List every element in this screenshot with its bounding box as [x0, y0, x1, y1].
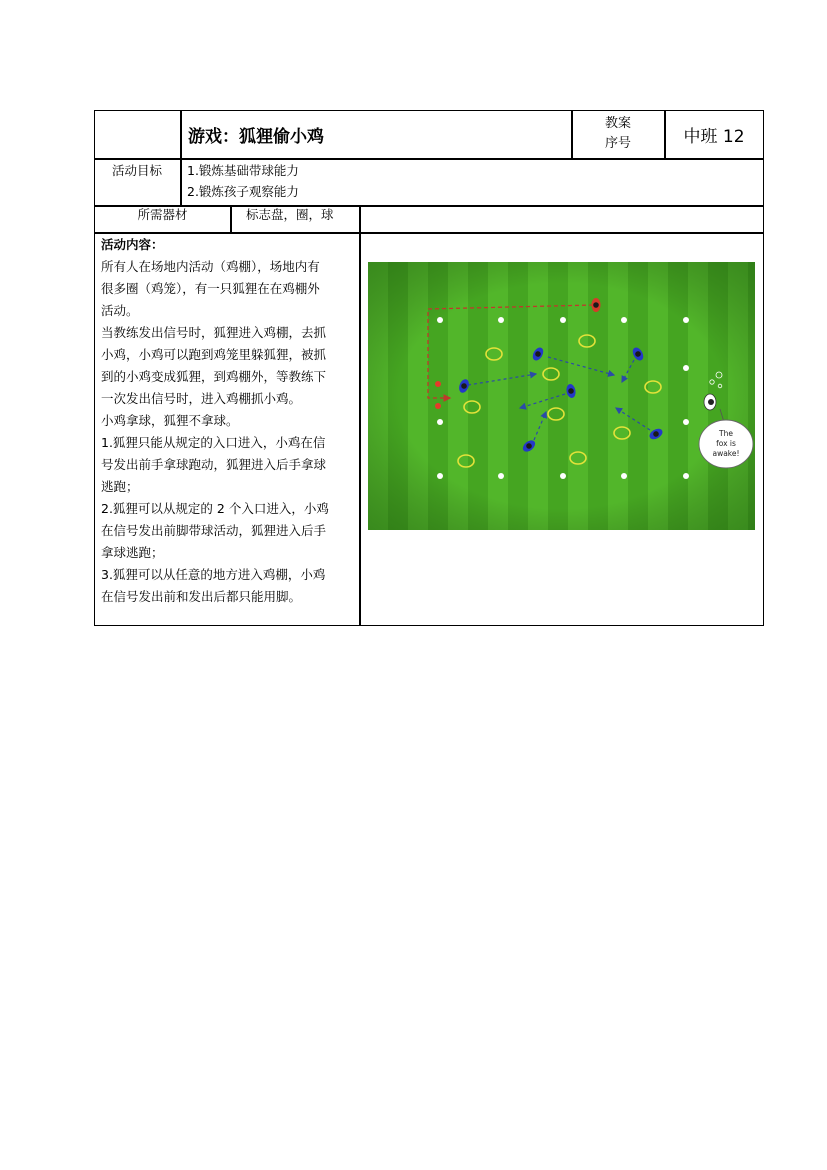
- goals-label: 活动目标: [111, 163, 162, 178]
- bubble-line: The: [719, 429, 733, 438]
- page-title: 游戏：狐狸偷小鸡: [188, 127, 324, 147]
- content-line: 1.狐狸只能从规定的入口进入，小鸡在信: [101, 435, 326, 450]
- plan-label-line: 教案: [604, 116, 631, 131]
- bubble-line: fox is: [716, 439, 736, 448]
- equipment-value: 标志盘，圈，球: [246, 207, 334, 222]
- fox-player: [592, 298, 601, 312]
- plan-number-value: 中班 12: [683, 127, 745, 147]
- goal-item: 1.锻炼基础带球能力: [187, 163, 299, 178]
- content-heading: 活动内容：: [101, 237, 164, 252]
- content-line: 2.狐狸可以从规定的 2 个入口进入，小鸡: [101, 501, 329, 516]
- content-line: 号发出前手拿球跑动，狐狸进入后手拿球: [101, 457, 327, 472]
- equipment-label: 所需器材: [137, 207, 188, 222]
- content-line: 小鸡，小鸡可以跑到鸡笼里躲狐狸，被抓: [101, 347, 327, 362]
- content-line: 当教练发出信号时，狐狸进入鸡棚，去抓: [101, 325, 327, 340]
- content-line: 小鸡拿球，狐狸不拿球。: [101, 413, 239, 428]
- field-diagram: [368, 262, 755, 530]
- content-line: 所有人在场地内活动（鸡棚），场地内有: [101, 259, 320, 274]
- goals-list: [187, 160, 299, 203]
- col-divider: [180, 110, 182, 206]
- content-line: 3.狐狸可以从任意的地方进入鸡棚，小鸡: [101, 567, 326, 582]
- activity-content: [101, 234, 357, 608]
- content-line: 很多圈（鸡笼），有一只狐狸在在鸡棚外: [101, 281, 320, 296]
- col-divider: [359, 205, 361, 626]
- content-line: 到的小鸡变成狐狸，到鸡棚外，等教练下: [101, 369, 327, 384]
- plan-number-label: [571, 114, 665, 154]
- goal-item: 2.锻炼孩子观察能力: [187, 184, 299, 199]
- content-line: 在信号发出前脚带球活动，狐狸进入后手: [101, 523, 327, 538]
- content-line: 在信号发出前和发出后都只能用脚。: [101, 589, 302, 604]
- content-line: 一次发出信号时，进入鸡棚抓小鸡。: [101, 391, 302, 406]
- content-line: 拿球逃跑；: [101, 545, 164, 560]
- bubble-line: awake!: [712, 449, 740, 458]
- content-line: 逃跑；: [101, 479, 139, 494]
- content-line: 活动。: [101, 303, 139, 318]
- plan-label-line: 序号: [604, 136, 631, 151]
